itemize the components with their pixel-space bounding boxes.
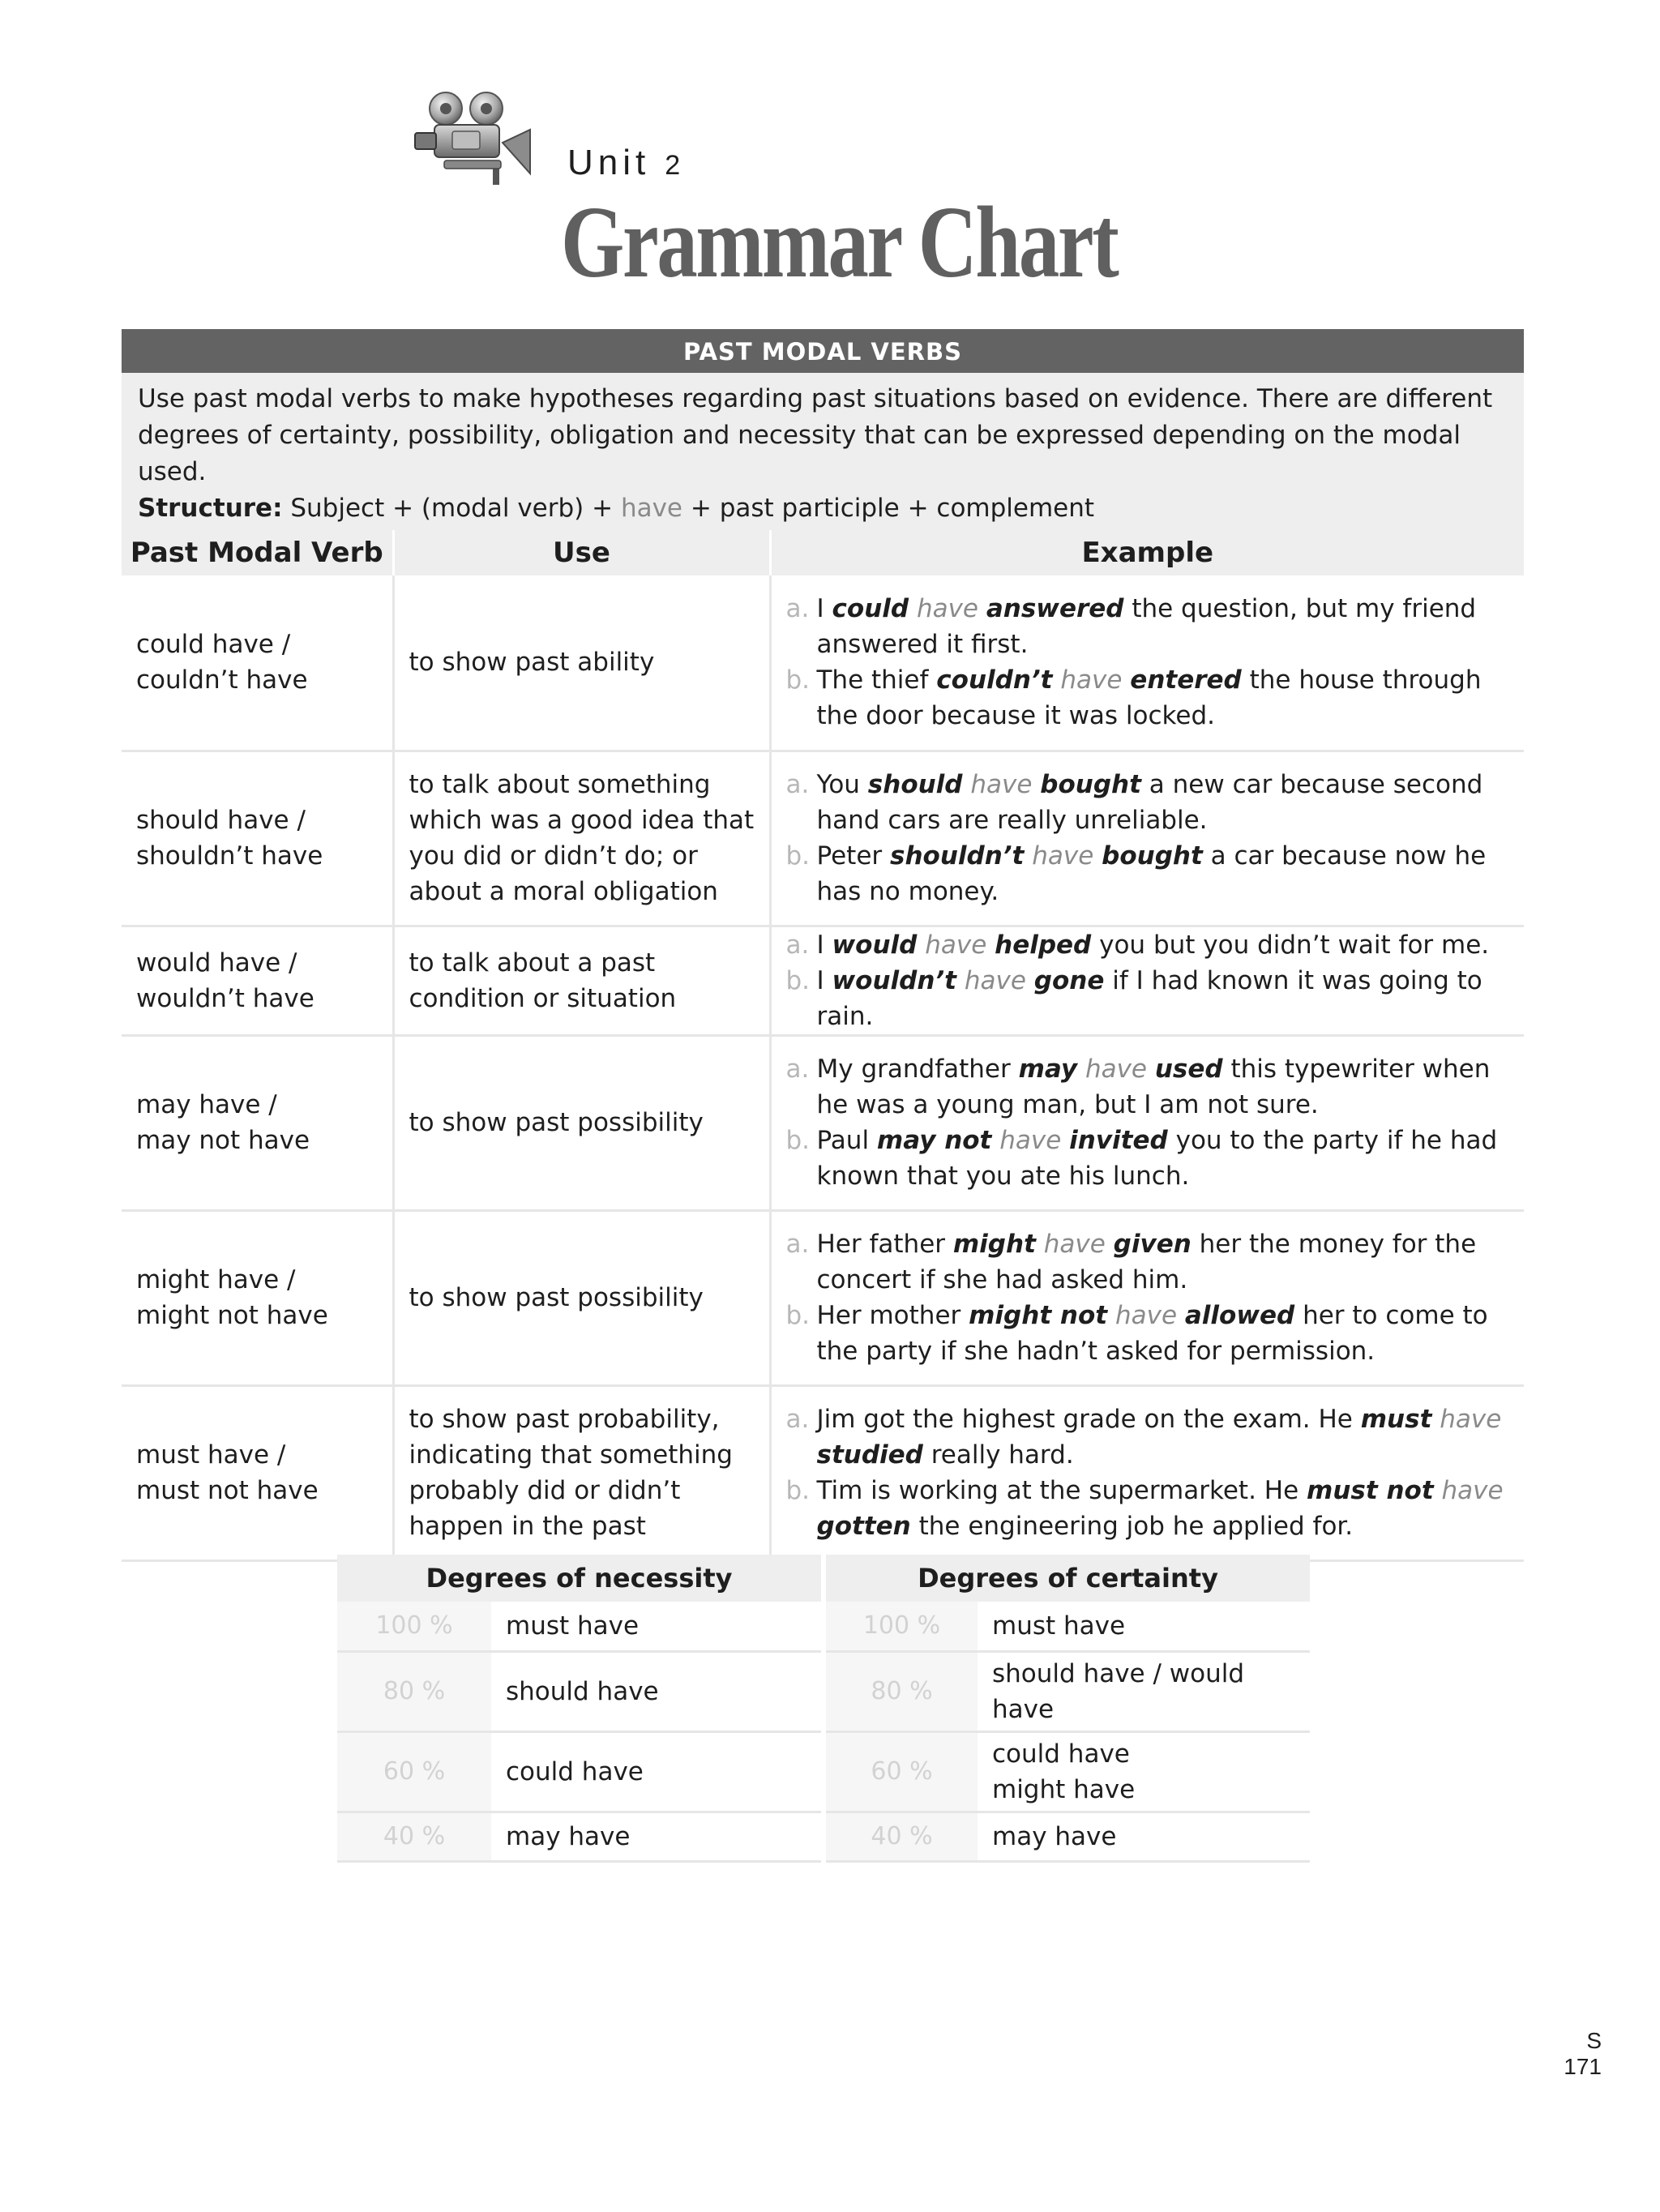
degrees-header-row bbox=[337, 1555, 1310, 1602]
example-item bbox=[786, 662, 1510, 734]
example-have: have bbox=[1115, 1301, 1178, 1330]
necessity-percent: 80 % bbox=[337, 1651, 491, 1731]
degrees-of-certainty-header: Degrees of certainty bbox=[824, 1555, 1310, 1602]
modal-verb-line: might not have bbox=[136, 1301, 328, 1330]
page-title: Grammar Chart bbox=[561, 186, 1118, 299]
table-row bbox=[122, 575, 1524, 751]
example-have: have bbox=[1441, 1476, 1504, 1505]
example-have: have bbox=[1032, 841, 1094, 871]
example-item bbox=[786, 1473, 1510, 1544]
modal-verb-cell bbox=[122, 1385, 393, 1560]
unit-label: Unit 2 bbox=[567, 143, 686, 182]
modal-verb-line: must have / bbox=[136, 1440, 286, 1470]
certainty-value bbox=[978, 1651, 1310, 1731]
table-header-row bbox=[122, 530, 1524, 575]
example-pre: The thief bbox=[816, 665, 929, 695]
certainty-line: should have / would have bbox=[992, 1658, 1245, 1724]
example-text bbox=[817, 1226, 1510, 1298]
example-text bbox=[817, 1473, 1510, 1544]
example-text bbox=[817, 1051, 1510, 1123]
example-participle: invited bbox=[1069, 1126, 1168, 1155]
example-post: really hard. bbox=[931, 1440, 1074, 1470]
example-modal: must bbox=[1360, 1405, 1432, 1434]
example-item bbox=[786, 927, 1510, 963]
example-text bbox=[817, 1401, 1510, 1473]
example-participle: bought bbox=[1040, 770, 1141, 799]
example-pre: I bbox=[816, 965, 824, 995]
modal-verb-cell bbox=[122, 1035, 393, 1210]
column-header-verb: Past Modal Verb bbox=[122, 530, 393, 575]
certainty-percent: 60 % bbox=[824, 1731, 978, 1812]
example-post: if I had known it was going to rain. bbox=[816, 965, 1482, 1031]
modal-verb-line: may have / bbox=[136, 1090, 277, 1119]
example-pre: I bbox=[816, 930, 824, 960]
example-cell bbox=[770, 575, 1524, 751]
certainty-value bbox=[978, 1731, 1310, 1812]
certainty-percent: 100 % bbox=[824, 1602, 978, 1651]
certainty-value bbox=[978, 1812, 1310, 1861]
example-list bbox=[786, 1226, 1510, 1369]
example-participle: answered bbox=[986, 594, 1124, 624]
example-cell bbox=[770, 926, 1524, 1035]
example-text bbox=[817, 1123, 1510, 1194]
example-item bbox=[786, 1226, 1510, 1298]
example-post: the house through the door because it was locked. bbox=[816, 665, 1482, 731]
modal-verb-line: should have / bbox=[136, 806, 306, 835]
example-post: her the money for the concert if she had asked him. bbox=[816, 1230, 1477, 1294]
example-letter: a. bbox=[785, 930, 810, 960]
example-modal: may bbox=[1018, 1055, 1078, 1084]
example-list bbox=[786, 591, 1510, 734]
section-header: PAST MODAL VERBS bbox=[122, 329, 1524, 373]
degree-row bbox=[337, 1731, 1310, 1812]
certainty-line: could have bbox=[992, 1739, 1130, 1769]
example-letter: a. bbox=[785, 1405, 810, 1434]
example-modal: might not bbox=[969, 1301, 1108, 1330]
example-pre: You bbox=[816, 770, 860, 799]
example-pre: Paul bbox=[816, 1126, 870, 1155]
example-pre: Her mother bbox=[816, 1301, 961, 1330]
example-item bbox=[786, 1123, 1510, 1194]
example-item bbox=[786, 767, 1510, 838]
use-cell: to talk about a past condition or situation bbox=[393, 926, 770, 1035]
example-participle: entered bbox=[1130, 665, 1242, 695]
degree-row bbox=[337, 1812, 1310, 1861]
example-item bbox=[786, 838, 1510, 909]
example-have: have bbox=[999, 1126, 1062, 1155]
certainty-percent: 40 % bbox=[824, 1812, 978, 1861]
example-have: have bbox=[925, 930, 987, 960]
table-row bbox=[122, 1210, 1524, 1385]
unit-number: 2 bbox=[665, 150, 686, 181]
example-list bbox=[786, 1401, 1510, 1544]
example-participle: helped bbox=[995, 930, 1092, 960]
movie-camera-icon bbox=[412, 89, 541, 186]
example-post: her to come to the party if she hadn’t asked for permission. bbox=[816, 1301, 1488, 1366]
example-list bbox=[786, 1051, 1510, 1194]
example-letter: b. bbox=[785, 665, 811, 695]
section-letter: S bbox=[1586, 2028, 1602, 2053]
table-row bbox=[122, 1385, 1524, 1560]
example-item bbox=[786, 1401, 1510, 1473]
example-pre: Peter bbox=[816, 841, 883, 871]
example-have: have bbox=[964, 965, 1026, 995]
use-cell: to talk about something which was a good idea that you did or didn’t do; or about a moral obligation bbox=[393, 751, 770, 926]
example-letter: a. bbox=[785, 770, 810, 799]
example-cell bbox=[770, 751, 1524, 926]
structure-post: + past participle + complement bbox=[690, 494, 1095, 523]
modal-verb-line: might have / bbox=[136, 1265, 296, 1294]
degree-row bbox=[337, 1602, 1310, 1651]
example-participle: used bbox=[1154, 1055, 1223, 1084]
modal-verb-line: would have / bbox=[136, 948, 297, 978]
example-modal: may not bbox=[876, 1126, 992, 1155]
example-post: this typewriter when he was a young man, but I am not sure. bbox=[816, 1055, 1491, 1119]
example-text bbox=[817, 591, 1510, 662]
example-list bbox=[786, 767, 1510, 909]
example-pre: Her father bbox=[816, 1230, 946, 1259]
necessity-percent: 100 % bbox=[337, 1602, 491, 1651]
example-cell bbox=[770, 1035, 1524, 1210]
table-row bbox=[122, 751, 1524, 926]
example-post: a car because now he has no money. bbox=[816, 841, 1487, 906]
example-participle: allowed bbox=[1184, 1301, 1295, 1330]
example-modal: could bbox=[832, 594, 909, 624]
certainty-line: might have bbox=[992, 1774, 1136, 1804]
example-have: have bbox=[1060, 665, 1123, 695]
example-pre: My grandfather bbox=[816, 1055, 1011, 1084]
necessity-value: should have bbox=[491, 1651, 824, 1731]
example-participle: studied bbox=[816, 1440, 923, 1470]
example-have: have bbox=[970, 770, 1033, 799]
modal-verb-line: must not have bbox=[136, 1476, 319, 1505]
example-text bbox=[817, 838, 1510, 909]
example-pre: I bbox=[816, 594, 824, 624]
intro-box bbox=[122, 373, 1524, 530]
example-letter: b. bbox=[785, 1476, 811, 1505]
example-modal: couldn’t bbox=[936, 665, 1053, 695]
example-have: have bbox=[1043, 1230, 1106, 1259]
example-modal: should bbox=[867, 770, 963, 799]
example-cell bbox=[770, 1210, 1524, 1385]
example-list bbox=[786, 927, 1510, 1034]
example-letter: a. bbox=[785, 1055, 810, 1084]
example-have: have bbox=[1440, 1405, 1502, 1434]
example-text bbox=[817, 1298, 1510, 1369]
modal-verb-cell bbox=[122, 575, 393, 751]
modal-verb-line: wouldn’t have bbox=[136, 983, 314, 1013]
certainty-value bbox=[978, 1602, 1310, 1651]
example-text bbox=[817, 662, 1510, 734]
modal-verb-cell bbox=[122, 751, 393, 926]
example-post: you but you didn’t wait for me. bbox=[1099, 930, 1490, 960]
example-participle: given bbox=[1113, 1230, 1192, 1259]
example-post: the engineering job he applied for. bbox=[918, 1512, 1354, 1541]
use-cell: to show past ability bbox=[393, 575, 770, 751]
past-modal-verbs-section bbox=[122, 329, 1524, 1562]
use-cell: to show past possibility bbox=[393, 1035, 770, 1210]
example-letter: b. bbox=[785, 1126, 811, 1155]
modal-verb-line: could have / bbox=[136, 630, 291, 660]
example-item bbox=[786, 1051, 1510, 1123]
example-modal: might bbox=[952, 1230, 1036, 1259]
example-pre: Jim got the highest grade on the exam. He bbox=[816, 1405, 1353, 1434]
example-text bbox=[817, 963, 1510, 1034]
column-header-use: Use bbox=[393, 530, 770, 575]
example-modal: wouldn’t bbox=[832, 965, 957, 995]
certainty-line: must have bbox=[992, 1611, 1126, 1641]
necessity-value: may have bbox=[491, 1812, 824, 1861]
example-text bbox=[817, 927, 1510, 963]
page-footer bbox=[1543, 2028, 1602, 2080]
example-have: have bbox=[1085, 1055, 1147, 1084]
modal-verb-cell bbox=[122, 1210, 393, 1385]
example-participle: bought bbox=[1102, 841, 1203, 871]
modal-verb-line: shouldn’t have bbox=[136, 841, 323, 871]
necessity-percent: 60 % bbox=[337, 1731, 491, 1812]
page-number: 171 bbox=[1564, 2054, 1602, 2079]
example-modal: would bbox=[832, 930, 918, 960]
structure-pre: Subject + (modal verb) + bbox=[290, 494, 614, 523]
structure-line bbox=[138, 490, 1508, 527]
degrees-of-necessity-header: Degrees of necessity bbox=[337, 1555, 824, 1602]
column-header-example: Example bbox=[770, 530, 1524, 575]
example-have: have bbox=[916, 594, 978, 624]
example-post: you to the party if he had known that you ate his lunch. bbox=[816, 1126, 1498, 1191]
example-post: the question, but my friend answered it first. bbox=[816, 594, 1477, 660]
modal-verb-cell bbox=[122, 926, 393, 1035]
necessity-value: must have bbox=[491, 1602, 824, 1651]
example-modal: shouldn’t bbox=[890, 841, 1025, 871]
example-letter: a. bbox=[785, 594, 810, 624]
example-item bbox=[786, 591, 1510, 662]
modal-verb-line: may not have bbox=[136, 1126, 310, 1155]
degree-row bbox=[337, 1651, 1310, 1731]
table-row bbox=[122, 926, 1524, 1035]
certainty-percent: 80 % bbox=[824, 1651, 978, 1731]
example-modal: must not bbox=[1307, 1476, 1434, 1505]
necessity-percent: 40 % bbox=[337, 1812, 491, 1861]
use-cell: to show past possibility bbox=[393, 1210, 770, 1385]
example-participle: gotten bbox=[816, 1512, 911, 1541]
use-cell: to show past probability, indicating that something probably did or didn’t happen in the past bbox=[393, 1385, 770, 1560]
example-letter: b. bbox=[785, 841, 811, 871]
example-item bbox=[786, 1298, 1510, 1369]
example-participle: gone bbox=[1033, 965, 1105, 995]
example-post: a new car because second hand cars are really unreliable. bbox=[816, 770, 1483, 835]
example-letter: b. bbox=[785, 965, 811, 995]
structure-have: have bbox=[620, 494, 682, 523]
example-pre: Tim is working at the supermarket. He bbox=[816, 1476, 1299, 1505]
necessity-value: could have bbox=[491, 1731, 824, 1812]
certainty-line: may have bbox=[992, 1821, 1117, 1851]
modal-verbs-table bbox=[122, 530, 1524, 1562]
structure-label: Structure: bbox=[138, 494, 283, 523]
example-letter: a. bbox=[785, 1230, 810, 1259]
example-cell bbox=[770, 1385, 1524, 1560]
example-letter: b. bbox=[785, 1301, 811, 1330]
modal-verb-line: couldn’t have bbox=[136, 665, 308, 695]
example-item bbox=[786, 963, 1510, 1034]
degrees-table bbox=[337, 1555, 1310, 1863]
intro-text: Use past modal verbs to make hypotheses regarding past situations based on evidence. There are different degrees of certainty, possibility, obligation and necessity that can be expressed depending on the modal used. bbox=[138, 384, 1493, 486]
example-text bbox=[817, 767, 1510, 838]
table-row bbox=[122, 1035, 1524, 1210]
